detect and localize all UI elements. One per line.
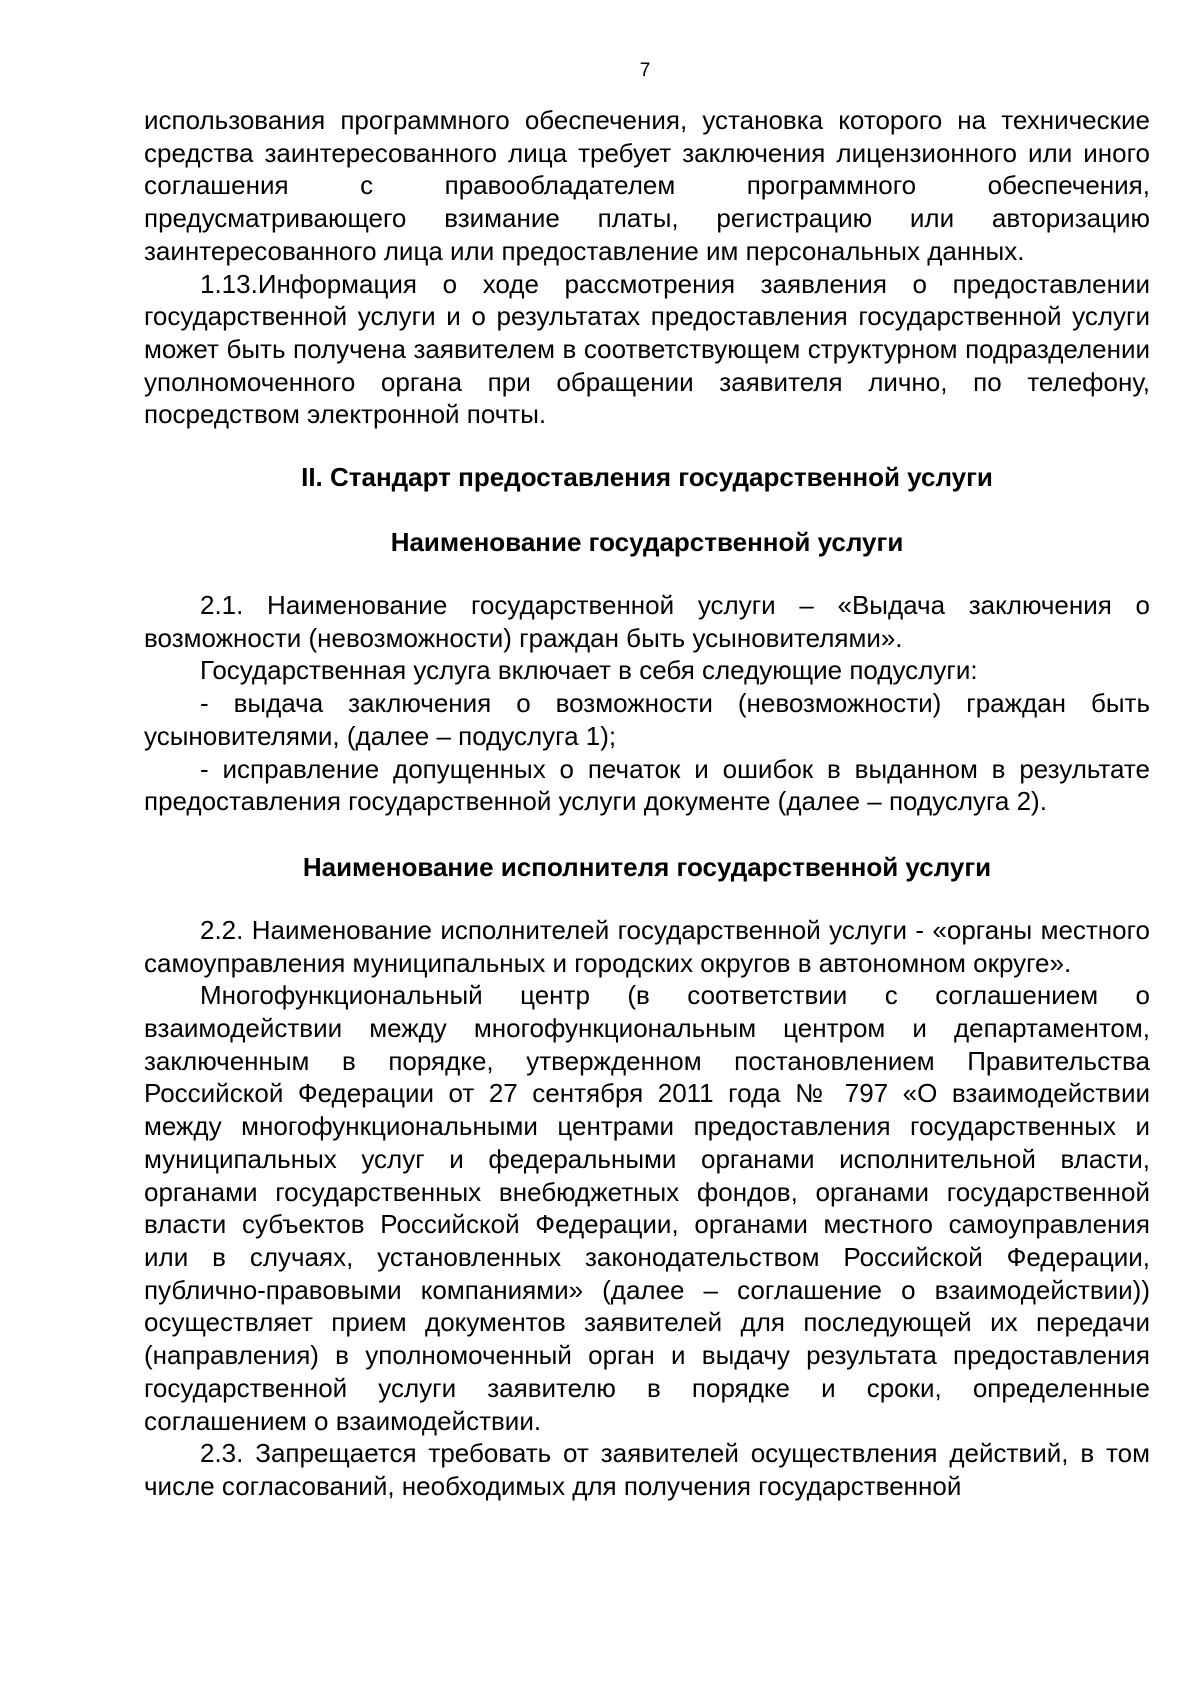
heading-executor: Наименование исполнителя государственной услуги <box>302 851 992 882</box>
paragraph-2-1: 2.1. Наименование государственной услуги – «Выдача заключения о возможности (невозможности) граждан быть усыновителями». <box>144 590 1150 653</box>
paragraph-subservice-1: - выдача заключения о возможности (невозможности) граждан быть усыновителями, (далее – подуслуга 1); <box>144 688 1150 751</box>
paragraph-subservice-2: - исправление допущенных о печаток и ошибок в выданном в результате предоставления государственной услуги документе (далее – подуслуга 2). <box>144 753 1150 817</box>
paragraph-2-2: 2.2. Наименование исполнителей государственной услуги - «органы местного самоуправления муниципальных и городских округов в автономном округе». <box>144 914 1150 978</box>
paragraph-1-13: 1.13.Информация о ходе рассмотрения заявления о предоставлении государственной услуги и о результатах предоставления государственной услуги может быть получена заявителем в соответствующем структурном подразделении уполномоченного органа при обращении заявителя лично, по телефону, посредством электронной почты. <box>144 268 1150 430</box>
heading-service-name: Наименование государственной услуги <box>390 527 904 558</box>
document-body <box>144 104 1150 1503</box>
paragraph-2-3: 2.3. Запрещается требовать от заявителей осуществления действий, в том числе согласований, необходимых для получения государственной <box>144 1438 1150 1501</box>
page-number: 7 <box>639 60 651 81</box>
paragraph-mfc: Многофункциональный центр (в соответствии с соглашением о взаимодействии между многофункциональным центром и департаментом, заключенным в порядке, утвержденном постановлением Правительства Российской Федерации от 27 сентября 2011 года № 797 «О взаимодействии между многофункциональными центрами предоставления государственных и муниципальных услуг и федеральными органами исполнительной власти, органами государственных внебюджетных фондов, органами государственной власти субъектов Российской Федерации, органами местного самоуправления или в случаях, установленных законодательством Российской Федерации, публично-правовыми компаниями» (далее – соглашение о взаимодействии)) осуществляет прием документов заявителей для последующей их передачи (направления) в уполномоченный орган и выдачу результата предоставления государственной услуги заявителю в порядке и сроки, определенные соглашением о взаимодействии. <box>144 980 1150 1436</box>
section-title: II. Стандарт предоставления государственной услуги <box>301 462 993 493</box>
paragraph-includes: Государственная услуга включает в себя следующие подуслуги: <box>200 655 978 686</box>
paragraph-continuation: использования программного обеспечения, установка которого на технические средства заинтересованного лица требует заключения лицензионного или иного соглашения с правообладателем программного обеспечения, предусматривающего взимание платы, регистрацию или авторизацию заинтересованного лица или предоставление им персональных данных. <box>144 105 1150 266</box>
